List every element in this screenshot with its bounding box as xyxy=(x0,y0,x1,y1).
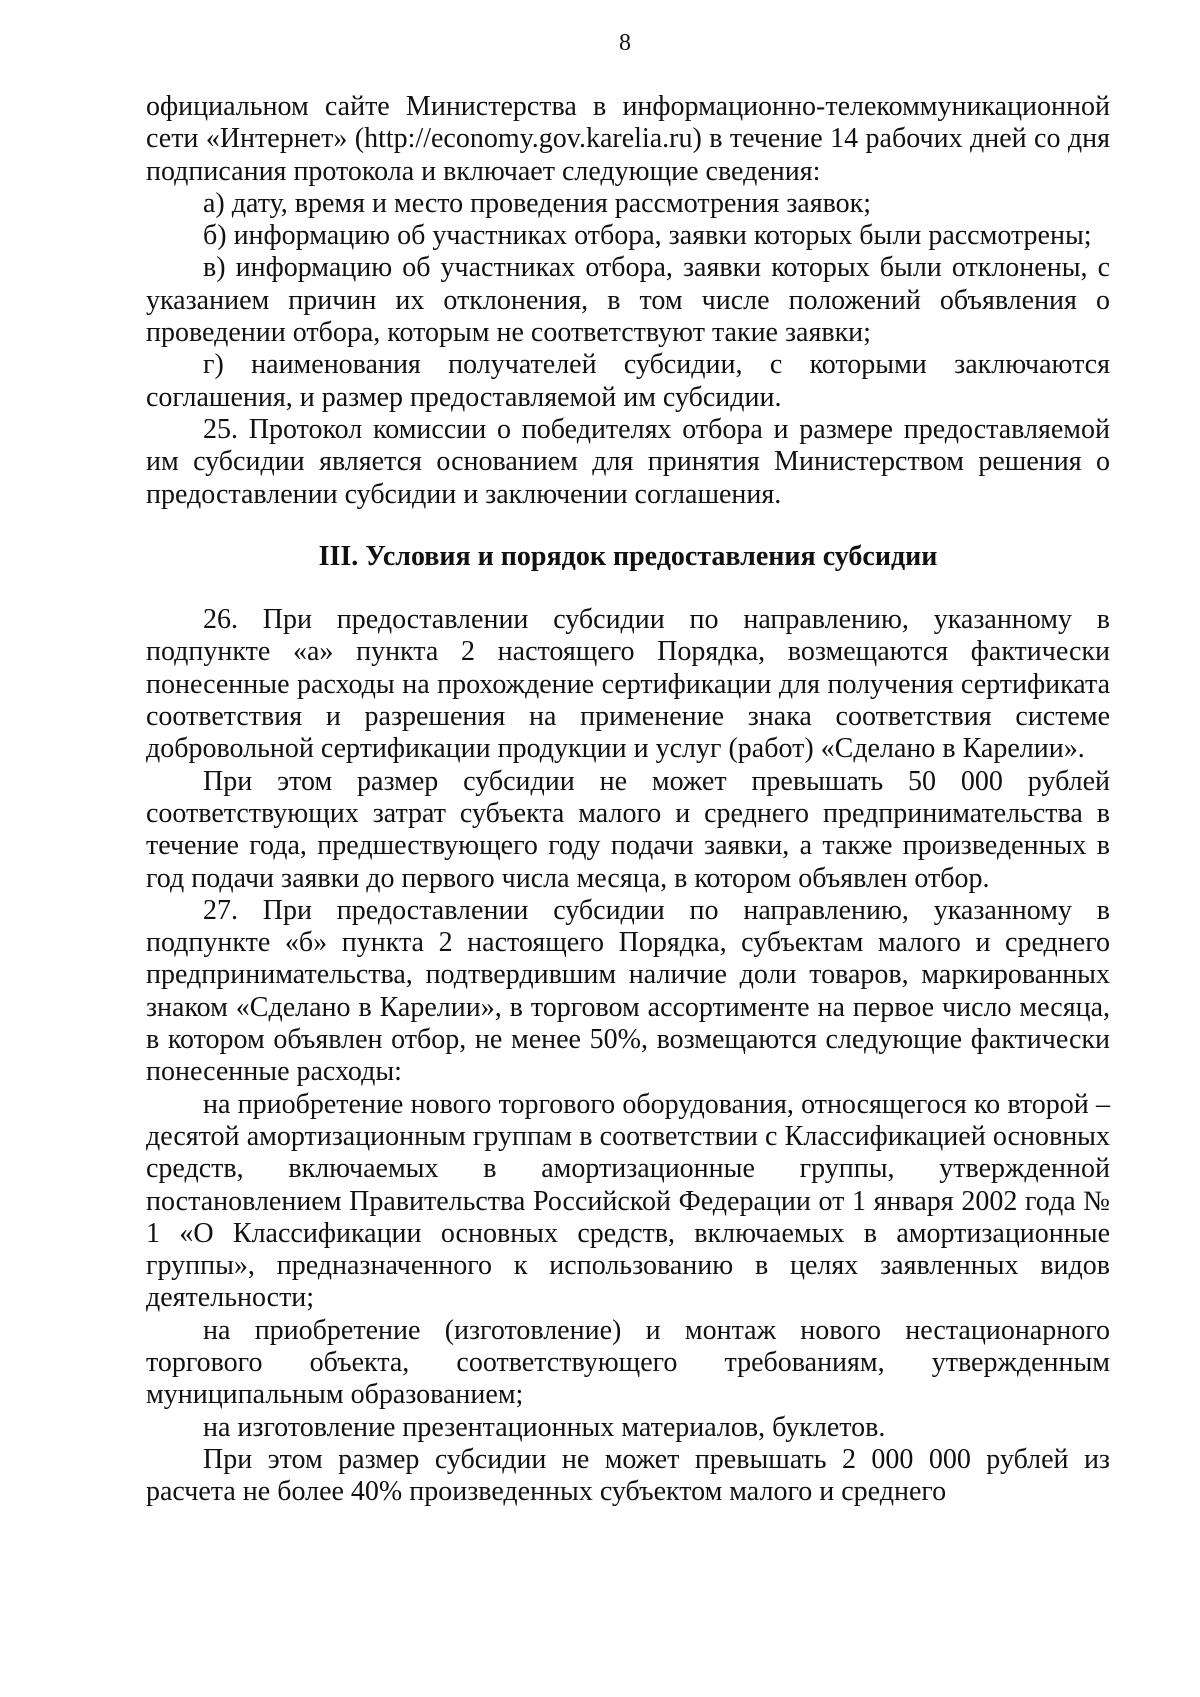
list-item-g: г) наименования получателей субсидии, с которыми заключаются соглашения, и размер предоставляемой им субсидии. xyxy=(146,349,1110,413)
list-item-a: а) дату, время и место проведения рассмотрения заявок; xyxy=(203,187,872,219)
paragraph-25: 25. Протокол комиссии о победителях отбора и размере предоставляемой им субсидии является основанием для принятия Министерством решения о предоставлении субсидии и заключении соглашения. xyxy=(146,413,1110,510)
page-number: 8 xyxy=(619,30,631,56)
paragraph-continuation: официальном сайте Министерства в информационно-телекоммуникационной сети «Интернет» (http://economy.gov.karelia.ru) в течение 14 рабочих дней со дня подписания протокола и включает следующие сведения: xyxy=(146,91,1110,187)
document-body xyxy=(146,91,1110,1508)
list-item-b: б) информацию об участниках отбора, заявки которых были рассмотрены; xyxy=(203,220,1092,252)
paragraph-26-limit: При этом размер субсидии не может превышать 50 000 рублей соответствующих затрат субъекта малого и среднего предпринимательства в течение года, предшествующего году подачи заявки, а также произведенных в год подачи заявки до первого числа месяца, в котором объявлен отбор. xyxy=(146,765,1110,894)
expense-item-equipment: на приобретение нового торгового оборудования, относящегося ко второй – десятой амортизационным группам в соответствии с Классификацией основных средств, включаемых в амортизационные группы, утвержденной постановлением Правительства Российской Федерации от 1 января 2002 года № 1 «О Классификации основных средств, включаемых в амортизационные группы», предназначенного к использованию в целях заявленных видов деятельности; xyxy=(146,1088,1110,1314)
list-item-v: в) информацию об участниках отбора, заявки которых были отклонены, с указанием причин их отклонения, в том числе положений объявления о проведении отбора, которым не соответствуют такие заявки; xyxy=(146,252,1110,349)
paragraph-26: 26. При предоставлении субсидии по направлению, указанному в подпункте «а» пункта 2 настоящего Порядка, возмещаются фактически понесенные расходы на прохождение сертификации для получения сертификата соответствия и разрешения на применение знака соответствия системе добровольной сертификации продукции и услуг (работ) «Сделано в Карелии». xyxy=(146,604,1110,765)
section-heading: III. Условия и порядок предоставления субсидии xyxy=(318,540,938,572)
expense-item-trade-object: на приобретение (изготовление) и монтаж нового нестационарного торгового объекта, соответствующего требованиям, утвержденным муниципальным образованием; xyxy=(146,1314,1110,1411)
paragraph-27-limit: При этом размер субсидии не может превышать 2 000 000 рублей из расчета не более 40% произведенных субъектом малого и среднего xyxy=(146,1443,1110,1508)
paragraph-27: 27. При предоставлении субсидии по направлению, указанному в подпункте «б» пункта 2 настоящего Порядка, субъектам малого и среднего предпринимательства, подтвердившим наличие доли товаров, маркированных знаком «Сделано в Карелии», в торговом ассортименте на первое число месяца, в котором объявлен отбор, не менее 50%, возмещаются следующие фактически понесенные расходы: xyxy=(146,894,1110,1088)
expense-item-materials: на изготовление презентационных материалов, буклетов. xyxy=(203,1411,886,1443)
